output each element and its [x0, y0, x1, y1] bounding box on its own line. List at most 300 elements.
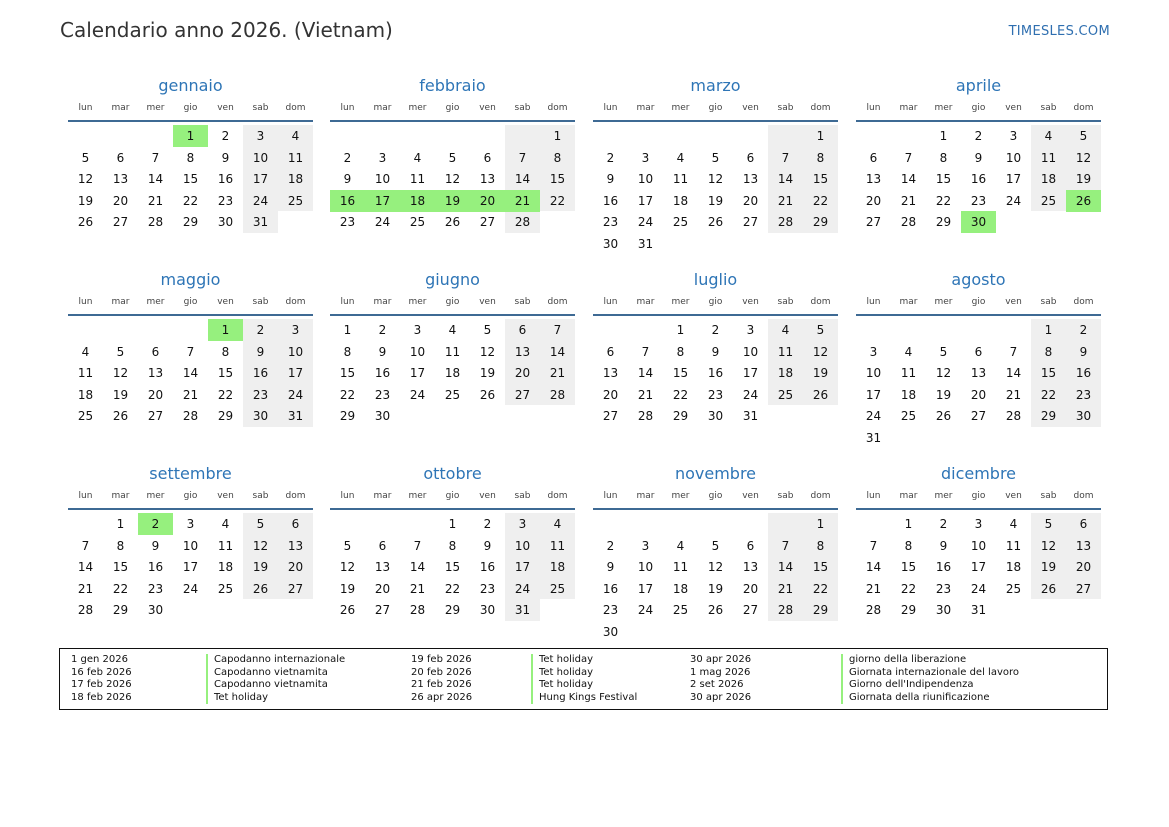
day-cell: 5	[343, 538, 352, 553]
day-cell: 18	[672, 581, 689, 596]
day-cell: 18	[1040, 172, 1057, 186]
day-cell: 3	[413, 323, 422, 337]
day-cell: 19	[1040, 560, 1057, 574]
weekday-label: gio	[971, 103, 986, 113]
day-cell: 26	[707, 215, 724, 229]
day-cell: 20	[1075, 560, 1092, 574]
day-cell: 1	[343, 323, 352, 337]
day-cell: 4	[448, 323, 457, 337]
holiday-day-cell: 30	[961, 211, 996, 233]
legend-holiday-name: giorno della liberazione	[841, 654, 966, 667]
day-cell: 2	[711, 323, 720, 337]
day-cell: 9	[939, 538, 948, 553]
day-cell: 4	[553, 517, 562, 531]
day-cell: 2	[378, 323, 387, 337]
day-cell: 8	[816, 150, 825, 165]
month-name: luglio	[693, 270, 738, 289]
day-cell: 21	[777, 581, 794, 596]
day-cell: 2	[483, 517, 492, 531]
day-cell: 17	[252, 172, 269, 186]
day-cell: 13	[865, 172, 882, 186]
day-cell: 2	[221, 129, 230, 143]
day-cell: 10	[865, 366, 882, 380]
day-cell: 10	[287, 344, 304, 359]
month-ottobre	[330, 463, 575, 643]
day-cell: 8	[904, 538, 913, 553]
day-cell: 29	[217, 409, 234, 423]
day-cell: 27	[1075, 581, 1092, 596]
day-cell: 23	[935, 581, 952, 596]
day-cell: 12	[812, 344, 829, 359]
month-name: agosto	[951, 270, 1006, 289]
day-cell: 5	[1079, 129, 1088, 143]
legend-holiday-name: Capodanno vietnamita	[206, 679, 328, 692]
holiday-day-cell: 20	[470, 190, 505, 212]
holiday-legend	[59, 648, 1108, 710]
day-cell: 21	[549, 366, 566, 380]
day-cell: 12	[112, 366, 129, 380]
day-cell: 19	[252, 560, 269, 574]
weekday-label: mar	[899, 491, 918, 501]
header-rule	[330, 314, 575, 316]
day-cell: 10	[970, 538, 987, 553]
legend-holiday-name: Capodanno vietnamita	[206, 667, 328, 680]
day-cell: 17	[514, 560, 531, 574]
day-cell: 14	[77, 560, 94, 574]
weekday-label: sab	[1040, 491, 1057, 501]
legend-holiday-name: Tet holiday	[206, 692, 268, 705]
day-cell: 28	[409, 603, 426, 617]
weekday-label: ven	[1005, 297, 1022, 307]
weekday-label: gio	[445, 297, 460, 307]
day-cell: 18	[900, 387, 917, 402]
day-cell: 23	[252, 387, 269, 402]
day-cell: 18	[217, 560, 234, 574]
header-rule	[856, 120, 1101, 122]
day-cell: 13	[287, 538, 304, 553]
day-cell: 17	[865, 387, 882, 402]
day-cell: 17	[182, 560, 199, 574]
day-cell: 15	[549, 172, 566, 186]
day-cell: 22	[900, 581, 917, 596]
weekday-label: ven	[217, 491, 234, 501]
day-cell: 3	[641, 150, 650, 165]
day-cell: 19	[479, 366, 496, 380]
day-cell: 6	[606, 344, 615, 359]
weekday-header	[593, 489, 838, 503]
day-cell: 24	[182, 581, 199, 596]
weekday-label: dom	[810, 297, 831, 307]
day-cell: 2	[939, 517, 948, 531]
day-cell: 6	[378, 538, 387, 553]
day-cell: 5	[1044, 517, 1053, 531]
day-cell: 28	[777, 215, 794, 229]
day-cell: 5	[81, 150, 90, 165]
day-cell: 4	[904, 344, 913, 359]
day-cell: 27	[479, 215, 496, 229]
day-cell: 20	[742, 193, 759, 208]
weekday-label: mer	[671, 491, 690, 501]
day-cell: 14	[514, 172, 531, 186]
day-cell: 11	[77, 366, 94, 380]
weekday-label: mar	[373, 297, 392, 307]
day-cell: 14	[549, 344, 566, 359]
day-cell: 8	[186, 150, 195, 165]
day-cell: 12	[707, 172, 724, 186]
day-cell: 16	[602, 581, 619, 596]
day-cell: 15	[672, 366, 689, 380]
day-cell: 24	[637, 215, 654, 229]
day-cell: 7	[413, 538, 422, 553]
weekday-label: mar	[636, 103, 655, 113]
day-cell: 14	[637, 366, 654, 380]
day-cell: 1	[553, 129, 562, 143]
day-cell: 1	[904, 517, 913, 531]
weekday-header	[593, 101, 838, 115]
weekday-label: mar	[111, 491, 130, 501]
day-cell: 10	[514, 538, 531, 553]
weekday-header	[856, 489, 1101, 503]
day-cell: 28	[182, 409, 199, 423]
day-cell: 12	[77, 172, 94, 186]
weekday-label: gio	[708, 103, 723, 113]
day-cell: 16	[707, 366, 724, 380]
day-cell: 27	[374, 603, 391, 617]
day-cell: 11	[777, 344, 794, 359]
day-cell: 9	[378, 344, 387, 359]
weekday-label: dom	[547, 491, 568, 501]
day-cell: 12	[339, 560, 356, 574]
day-cell: 25	[217, 581, 234, 596]
day-cell: 12	[252, 538, 269, 553]
day-cell: 27	[287, 581, 304, 596]
month-maggio	[68, 269, 313, 449]
weekday-label: gio	[445, 103, 460, 113]
weekday-label: sab	[1040, 103, 1057, 113]
day-cell: 28	[549, 387, 566, 402]
header-rule	[68, 508, 313, 510]
day-cell: 16	[217, 172, 234, 186]
weekday-label: sab	[252, 491, 269, 501]
day-cell: 1	[448, 517, 457, 531]
weekday-header	[330, 295, 575, 309]
day-cell: 8	[553, 150, 562, 165]
day-cell: 9	[221, 150, 230, 165]
day-cell: 4	[1009, 517, 1018, 531]
day-cell: 11	[672, 172, 689, 186]
day-cell: 28	[777, 603, 794, 617]
weekday-label: sab	[777, 297, 794, 307]
day-cell: 22	[672, 387, 689, 402]
day-cell: 15	[1040, 366, 1057, 380]
day-cell: 8	[343, 344, 352, 359]
weekday-label: dom	[285, 491, 306, 501]
day-cell: 24	[865, 409, 882, 423]
month-novembre	[593, 463, 838, 643]
weekday-label: dom	[1073, 103, 1094, 113]
day-cell: 23	[707, 387, 724, 402]
day-cell: 25	[1005, 581, 1022, 596]
legend-holiday-name: Hung Kings Festival	[531, 692, 637, 705]
day-cell: 29	[182, 215, 199, 229]
day-cell: 27	[865, 215, 882, 229]
day-cell: 14	[777, 172, 794, 186]
day-cell: 16	[252, 366, 269, 380]
day-cell: 5	[256, 517, 265, 531]
day-cell: 22	[935, 193, 952, 208]
header-rule	[856, 314, 1101, 316]
day-cell: 2	[606, 150, 615, 165]
day-cell: 19	[707, 193, 724, 208]
day-cell: 7	[186, 344, 195, 359]
day-cell: 2	[974, 129, 983, 143]
weekday-header	[330, 101, 575, 115]
day-cell: 16	[1075, 366, 1092, 380]
day-cell: 3	[256, 129, 265, 143]
day-cell: 31	[514, 603, 531, 617]
month-name: aprile	[955, 76, 1002, 95]
weekday-label: dom	[810, 491, 831, 501]
day-cell: 26	[479, 387, 496, 402]
day-cell: 21	[865, 581, 882, 596]
day-cell: 7	[781, 150, 790, 165]
legend-date: 2 set 2026	[690, 679, 744, 691]
day-cell: 26	[1040, 581, 1057, 596]
month-febbraio	[330, 75, 575, 255]
month-dicembre	[856, 463, 1101, 643]
day-cell: 15	[339, 366, 356, 380]
weekday-label: ven	[479, 297, 496, 307]
day-cell: 27	[742, 215, 759, 229]
day-cell: 6	[116, 150, 125, 165]
weekday-header	[68, 489, 313, 503]
day-cell: 15	[112, 560, 129, 574]
weekday-label: sab	[514, 297, 531, 307]
holiday-day-cell: 2	[138, 513, 173, 535]
day-cell: 11	[549, 538, 566, 553]
day-cell: 16	[935, 560, 952, 574]
weekday-label: mer	[934, 103, 953, 113]
weekday-label: dom	[1073, 297, 1094, 307]
day-cell: 10	[182, 538, 199, 553]
day-cell: 18	[549, 560, 566, 574]
day-cell: 10	[1005, 150, 1022, 165]
day-cell: 4	[1044, 129, 1053, 143]
day-cell: 12	[1040, 538, 1057, 553]
weekday-label: lun	[866, 297, 881, 307]
weekday-label: dom	[547, 103, 568, 113]
day-cell: 2	[256, 323, 265, 337]
legend-date: 18 feb 2026	[71, 691, 132, 703]
weekday-header	[68, 295, 313, 309]
day-cell: 3	[186, 517, 195, 531]
weekday-label: gio	[183, 297, 198, 307]
day-cell: 3	[518, 517, 527, 531]
day-cell: 2	[1079, 323, 1088, 337]
day-cell: 29	[900, 603, 917, 617]
day-cell: 27	[742, 603, 759, 617]
holiday-day-cell: 1	[173, 125, 208, 147]
day-cell: 7	[518, 150, 527, 165]
month-name: dicembre	[940, 464, 1017, 483]
day-cell: 13	[602, 366, 619, 380]
day-cell: 6	[483, 150, 492, 165]
day-cell: 4	[81, 344, 90, 359]
day-cell: 22	[112, 581, 129, 596]
day-cell: 23	[339, 215, 356, 229]
day-cell: 6	[291, 517, 300, 531]
day-cell: 3	[641, 538, 650, 553]
day-cell: 20	[287, 560, 304, 574]
header-rule	[68, 314, 313, 316]
day-cell: 1	[816, 517, 825, 531]
day-cell: 25	[672, 603, 689, 617]
day-cell: 19	[935, 387, 952, 402]
day-cell: 8	[448, 538, 457, 553]
day-cell: 15	[182, 172, 199, 186]
weekday-label: ven	[742, 491, 759, 501]
day-cell: 18	[672, 193, 689, 208]
legend-date: 21 feb 2026	[411, 679, 472, 691]
day-cell: 25	[672, 215, 689, 229]
weekday-label: mar	[636, 297, 655, 307]
day-cell: 28	[514, 215, 531, 229]
weekday-label: ven	[479, 491, 496, 501]
day-cell: 5	[116, 344, 125, 359]
day-cell: 22	[1040, 387, 1057, 402]
weekday-header	[68, 101, 313, 115]
day-cell: 30	[217, 215, 234, 229]
day-cell: 24	[287, 387, 304, 402]
header-rule	[593, 508, 838, 510]
day-cell: 18	[77, 387, 94, 402]
day-cell: 14	[1005, 366, 1022, 380]
legend-date: 26 apr 2026	[411, 691, 473, 703]
day-cell: 28	[77, 603, 94, 617]
day-cell: 22	[182, 193, 199, 208]
day-cell: 24	[970, 581, 987, 596]
day-cell: 19	[812, 366, 829, 380]
day-cell: 8	[939, 150, 948, 165]
weekday-label: lun	[603, 491, 618, 501]
day-cell: 1	[939, 129, 948, 143]
weekday-label: sab	[1040, 297, 1057, 307]
month-aprile	[856, 75, 1101, 255]
day-cell: 9	[974, 150, 983, 165]
header-rule	[68, 120, 313, 122]
weekday-label: mar	[373, 491, 392, 501]
day-cell: 8	[1044, 344, 1053, 359]
day-cell: 15	[900, 560, 917, 574]
day-cell: 20	[514, 366, 531, 380]
day-cell: 10	[374, 172, 391, 186]
weekday-label: lun	[78, 491, 93, 501]
legend-date: 1 gen 2026	[71, 654, 129, 665]
day-cell: 13	[970, 366, 987, 380]
day-cell: 27	[147, 409, 164, 423]
day-cell: 29	[672, 409, 689, 423]
day-cell: 5	[448, 150, 457, 165]
day-cell: 17	[287, 366, 304, 380]
day-cell: 26	[339, 603, 356, 617]
day-cell: 30	[147, 603, 164, 617]
day-cell: 6	[746, 538, 755, 553]
header-rule	[330, 508, 575, 510]
month-giugno	[330, 269, 575, 449]
weekday-label: dom	[547, 297, 568, 307]
legend-date: 30 apr 2026	[690, 691, 752, 703]
day-cell: 30	[374, 409, 391, 423]
header-rule	[593, 120, 838, 122]
day-cell: 23	[217, 193, 234, 208]
month-name: febbraio	[419, 76, 486, 95]
day-cell: 9	[483, 538, 492, 553]
day-cell: 18	[287, 172, 304, 186]
weekday-label: sab	[514, 103, 531, 113]
day-cell: 29	[935, 215, 952, 229]
day-cell: 23	[479, 581, 496, 596]
weekday-label: lun	[340, 491, 355, 501]
day-cell: 21	[182, 387, 199, 402]
day-cell: 8	[116, 538, 125, 553]
day-cell: 25	[287, 193, 304, 208]
day-cell: 31	[742, 409, 759, 423]
day-cell: 29	[812, 603, 829, 617]
holiday-day-cell: 21	[505, 190, 540, 212]
day-cell: 27	[112, 215, 129, 229]
day-cell: 23	[1075, 387, 1092, 402]
day-cell: 12	[707, 560, 724, 574]
day-cell: 4	[413, 150, 422, 165]
day-cell: 9	[343, 172, 352, 186]
weekday-label: gio	[708, 491, 723, 501]
header-rule	[330, 120, 575, 122]
weekday-label: mer	[934, 491, 953, 501]
day-cell: 17	[742, 366, 759, 380]
day-cell: 30	[707, 409, 724, 423]
site-link[interactable]: TIMESLES.COM	[1008, 24, 1110, 39]
weekday-label: gio	[971, 297, 986, 307]
day-cell: 10	[409, 344, 426, 359]
day-cell: 8	[676, 344, 685, 359]
day-cell: 26	[935, 409, 952, 423]
day-cell: 24	[252, 193, 269, 208]
weekday-label: lun	[78, 297, 93, 307]
day-cell: 24	[409, 387, 426, 402]
weekday-label: sab	[252, 297, 269, 307]
day-cell: 19	[1075, 172, 1092, 186]
day-cell: 16	[970, 172, 987, 186]
day-cell: 26	[707, 603, 724, 617]
weekday-label: sab	[252, 103, 269, 113]
day-cell: 13	[147, 366, 164, 380]
weekday-label: gio	[971, 491, 986, 501]
day-cell: 5	[939, 344, 948, 359]
weekday-label: mer	[408, 491, 427, 501]
day-cell: 4	[676, 538, 685, 553]
day-cell: 7	[81, 538, 90, 553]
day-cell: 29	[339, 409, 356, 423]
day-cell: 27	[970, 409, 987, 423]
day-cell: 20	[602, 387, 619, 402]
day-cell: 10	[742, 344, 759, 359]
weekday-label: mer	[934, 297, 953, 307]
day-cell: 6	[974, 344, 983, 359]
weekday-label: mer	[146, 491, 165, 501]
legend-holiday-name: Giorno dell'Indipendenza	[841, 679, 974, 692]
day-cell: 21	[900, 193, 917, 208]
day-cell: 10	[637, 172, 654, 186]
